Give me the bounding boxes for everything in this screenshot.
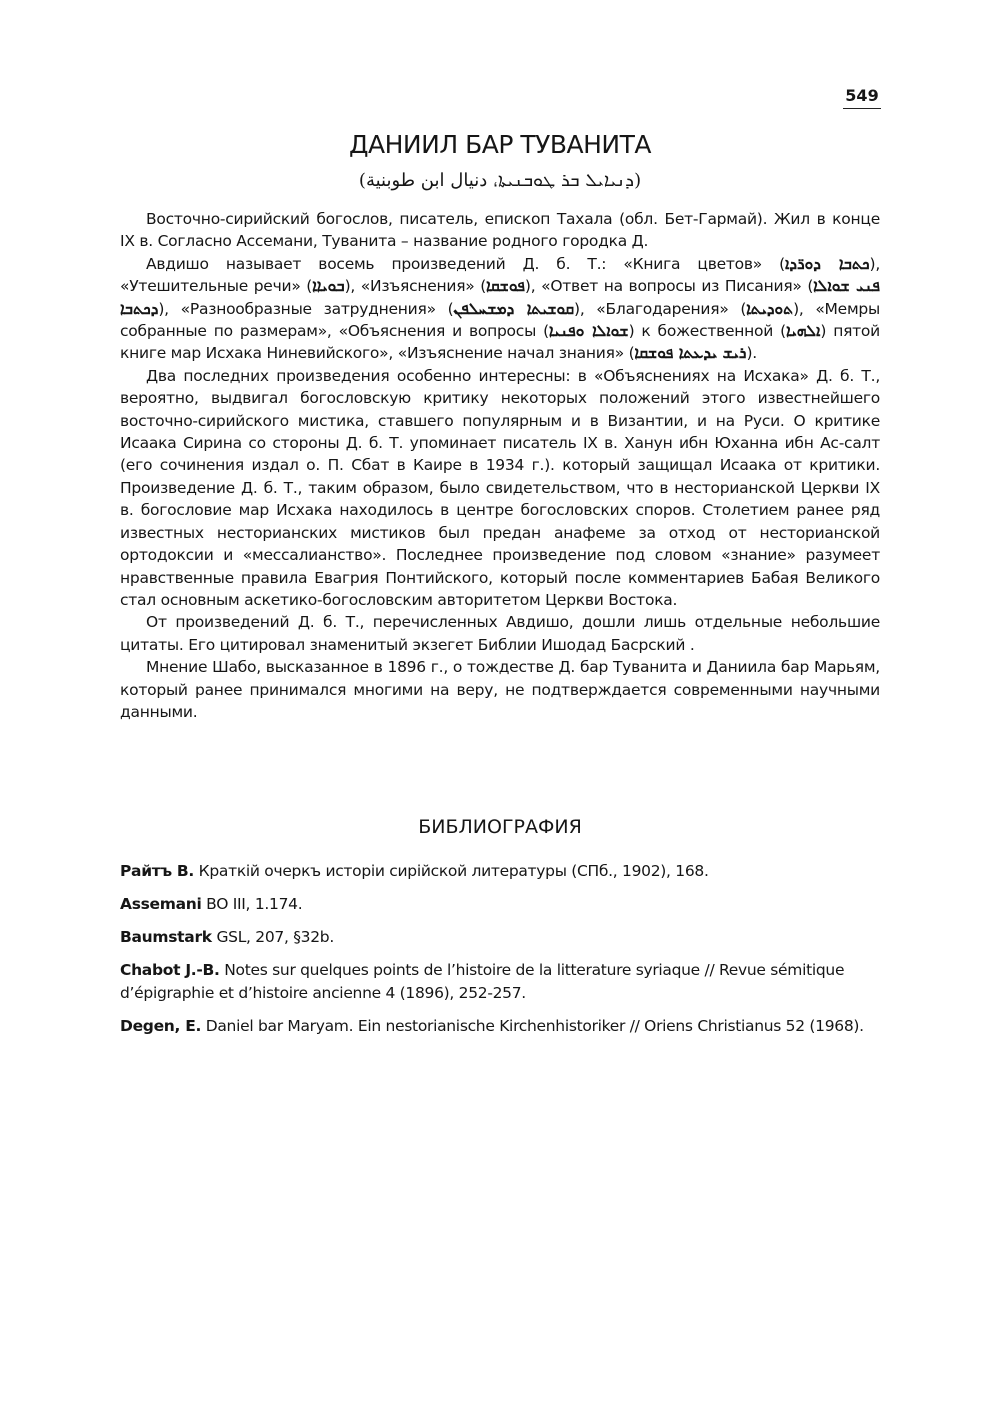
syriac-title: ܦܢܝ ܫܘܐܠܐ ܕܟܬܒܐ xyxy=(120,277,880,318)
syriac-title: ܬܘܕܝܬܐ xyxy=(746,299,794,318)
bibliography-citation: GSL, 207, §32b. xyxy=(211,928,334,946)
text-segment: ), «Ответ на вопросы из Писания» ( xyxy=(524,277,814,296)
syriac-title: ܦܘܫܩܐ xyxy=(486,277,525,296)
bibliography-author: Degen, E. xyxy=(120,1017,202,1035)
text-segment: Авдишо называет восемь произведений Д. б. Т.: «Книга цветов» ( xyxy=(146,254,785,273)
text-segment: От произведений Д. б. Т., перечисленных Авдишо, дошли лишь отдельные небольшие цитаты. Его цитировал знаменитый экзегет Библии Ишодад Басрский . xyxy=(120,613,880,654)
text-segment: Мнение Шабо, высказанное в 1896 г., о тождестве Д. бар Туванита и Даниила бар Марьям, который ранее принимался многими на веру, не подтверждается современными научными данными. xyxy=(120,658,880,721)
text-segment: ), «Разнообразные затруднения» ( xyxy=(158,299,454,318)
bibliography-author: Baumstark xyxy=(120,928,212,946)
bibliography-entry xyxy=(120,959,880,1005)
text-segment: Два последних произведения особенно интересны: в «Объяснениях на Исхака» Д. б. Т., вероятно, выдвигал богословскую критику некоторых положений этого известнейшего восточно-сирийского мистика, ставшего популярным и в Византии, и на Руси. О критике Исаака Сирина со стороны Д. б. Т. упоминает писатель IX в. Ханун ибн Юханна ибн Ас-салт (его сочинения издал о. П. Сбат в Каире в 1934 г.). который защищал Исаака от критики. Произведение Д. б. Т., таким образом, было свидетельством, что в несторианской Церкви IX в. богословие мар Исхака находилось в центре богословских споров. Столетием ранее ряд известных несторианских мистиков был предан анафеме за отход от несторианской ортодоксии и «мессалианство». Последнее произведение под словом «знание» разумеет нравственные правила Евагрия Понтийского, который после комментариев Бабая Великого стал основным аскетико-богословским авторитетом Церкви Востока. xyxy=(120,366,880,609)
article-body xyxy=(120,208,880,723)
text-segment: ) пятой книге мар Исхака Ниневийского», «Изъяснение начал знания» ( xyxy=(120,322,880,363)
syriac-title: ܩܘܫܝܬܐ ܕܡܫܚܠܦܢ xyxy=(453,299,575,318)
paragraph xyxy=(120,611,880,656)
article-title: ДАНИИЛ БАР ТУВАНИТА xyxy=(349,130,651,159)
article-subtitle: (ܕܢܝܐܝܠ ܒܪ ܛܘܒܢܝܬܐ، دنيال ابن طوبنية) xyxy=(358,170,642,191)
text-segment: ) к божественной ( xyxy=(628,322,786,341)
bibliography-heading: БИБЛИОГРАФИЯ xyxy=(418,816,582,838)
bibliography-entry xyxy=(120,893,880,916)
text-segment: ), «Утешительные речи» ( xyxy=(120,254,880,296)
text-segment: ). xyxy=(746,344,757,363)
paragraph xyxy=(120,656,880,723)
syriac-title: ܐܠܗܝܐ xyxy=(785,322,821,341)
page-number: 549 xyxy=(843,86,881,109)
bibliography-author: Chabot J.-B. xyxy=(120,961,220,979)
text-segment: Восточно-сирийский богослов, писатель, епископ Тахала (обл. Бет-Гармай). Жил в конце IX в. Согласно Ассемани, Туванита – название родного городка Д. xyxy=(120,210,880,251)
bibliography-entry xyxy=(120,926,880,949)
syriac-title: ܫܘܐܠܐ ܘܦܢܝܐ xyxy=(548,322,629,341)
bibliography-list xyxy=(120,860,880,1048)
paragraph xyxy=(120,208,880,253)
bibliography-author: Assemani xyxy=(120,895,202,913)
bibliography-citation: Notes sur quelques points de l’histoire de la litterature syriaque // Revue sémitique d’épigraphie et d’histoire ancienne 4 (1896), 252-257. xyxy=(120,961,845,1002)
text-segment: ), «Мемры собранные по размерам», «Объяснения и вопросы ( xyxy=(120,299,880,341)
syriac-title: ܟܬܒܐ ܕܘܪ̈ܕܐ xyxy=(784,254,870,273)
text-segment: ), «Благодарения» ( xyxy=(574,299,747,318)
bibliography-citation: BO III, 1.174. xyxy=(201,895,303,913)
paragraph xyxy=(120,365,880,611)
bibliography-citation: Daniel bar Maryam. Ein nestorianische Kirchenhistoriker // Oriens Christianus 52 (1968). xyxy=(201,1017,864,1035)
syriac-title: ܪܝܫ ܝܕܥܬܐ ܦܘܫܩܐ xyxy=(634,344,747,363)
bibliography-citation: Краткій очеркъ исторіи сирійской литературы (СПб., 1902), 168. xyxy=(194,862,709,880)
bibliography-entry xyxy=(120,1015,880,1038)
paragraph xyxy=(120,253,880,365)
syriac-title: ܒܘܝܐܐ xyxy=(312,277,345,296)
bibliography-author: Райтъ В. xyxy=(120,862,195,880)
bibliography-entry xyxy=(120,860,880,883)
text-segment: ), «Изъяснения» ( xyxy=(344,277,487,296)
